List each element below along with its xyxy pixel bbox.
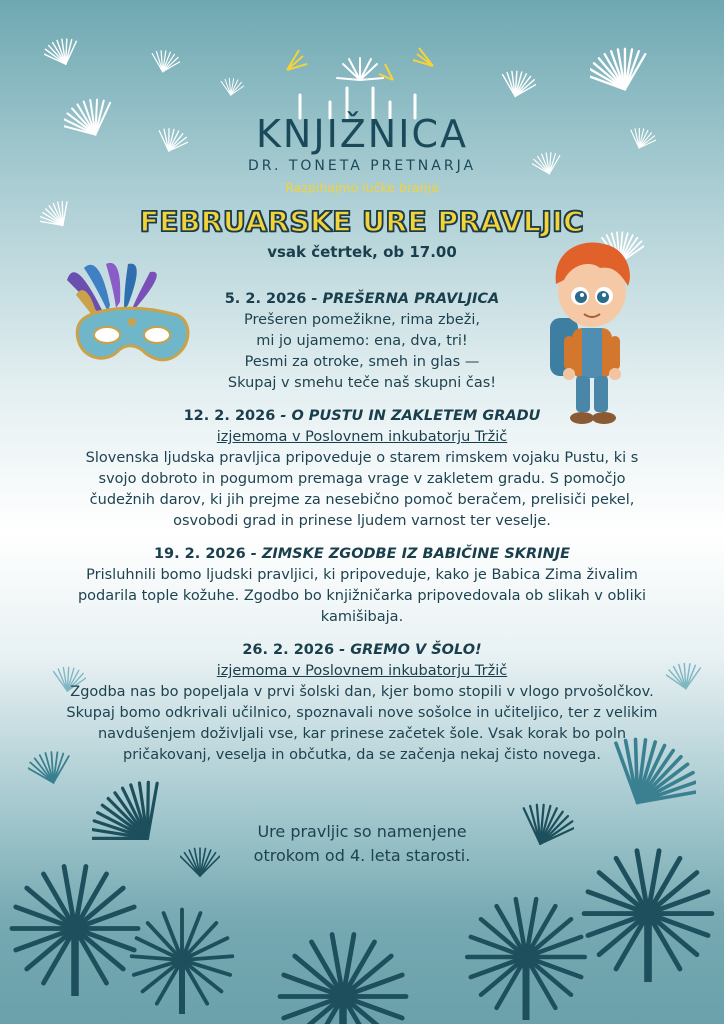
event-text-line: Skupaj bomo odkrivali učilnico, spoznavali nove sošolce in učiteljico, ter z velikim	[66, 705, 658, 721]
event-location: izjemoma v Poslovnem inkubatorju Tržič	[216, 663, 508, 679]
fan-icon	[220, 76, 244, 100]
event-heading	[0, 640, 724, 661]
event-text-line: podarila tople kožuhe. Zgodbo bo knjižničarka pripovedovala ob slikah v obliki	[77, 588, 647, 604]
event-text-line: Prisluhnili bomo ljudski pravljici, ki pripoveduje, kako je Babica Zima živalim	[86, 567, 638, 583]
library-subtitle: DR. TONETA PRETNARJA	[247, 158, 477, 174]
event-separator: -	[306, 291, 323, 307]
event-heading	[0, 289, 724, 310]
event-location: izjemoma v Poslovnem inkubatorju Tržič	[216, 429, 508, 445]
fan-icon	[44, 36, 80, 72]
event-text-line: Pesmi za otroke, smeh in glas —	[244, 354, 480, 370]
slogan: Razpihajmo lučke branja	[285, 180, 439, 195]
event-date: 5. 2. 2026	[224, 291, 307, 307]
footer-line: Ure pravljic so namenjene	[257, 822, 467, 841]
footer-note	[0, 820, 724, 868]
event-title: GREMO V ŠOLO!	[350, 642, 482, 658]
library-logo-icon	[285, 40, 435, 120]
event-text-line: mi jo ujamemo: ena, dva, tri!	[256, 333, 468, 349]
event-4	[0, 640, 724, 766]
event-title: O PUSTU IN ZAKLETEM GRADU	[291, 408, 541, 424]
library-name: KNJIŽNICA	[256, 112, 468, 156]
event-1	[0, 289, 724, 394]
event-separator: -	[275, 408, 292, 424]
fan-icon	[500, 68, 536, 104]
event-text-line: Zgodba nas bo popeljala v prvi šolski dan, kjer bomo stopili v vlogo prvošolčkov.	[70, 684, 654, 700]
event-date: 19. 2. 2026	[153, 546, 246, 562]
fan-icon	[122, 894, 242, 1014]
event-text-line: pričakovanj, veselja in občutka, da se začenja nekaj čisto novega.	[123, 747, 601, 763]
event-text-line: kamišibaja.	[320, 609, 404, 625]
event-title: ZIMSKE ZGODBE IZ BABIČINE SKRINJE	[261, 546, 571, 562]
event-3	[0, 544, 724, 628]
footer-line: otrokom od 4. leta starosti.	[253, 846, 471, 865]
event-text-line: Prešeren pomežikne, rima zbeži,	[244, 312, 480, 328]
fan-icon	[150, 48, 180, 78]
event-text-line: Slovenska ljudska pravljica pripoveduje o starem rimskem vojaku Pustu, ki s	[85, 450, 639, 466]
schedule-text: vsak četrtek, ob 17.00	[267, 243, 457, 261]
poster-title: FEBRUARSKE URE PRAVLJIC	[139, 205, 585, 238]
event-date: 12. 2. 2026	[183, 408, 276, 424]
event-date: 26. 2. 2026	[242, 642, 335, 658]
event-heading	[0, 544, 724, 565]
event-2	[0, 406, 724, 532]
fan-icon	[590, 44, 648, 102]
event-text-line: osvobodi grad in prinese ljudem varnost ter veselje.	[173, 513, 551, 529]
event-text-line: navdušenjem doživljali vse, kar prinese začetek šole. Vsak korak bo poln	[97, 726, 627, 742]
event-separator: -	[245, 546, 262, 562]
fan-icon	[268, 914, 418, 1024]
event-text-line: svojo dobroto in pogumom premaga vrage v zakletem gradu. S pomočjo	[98, 471, 626, 487]
event-text-line: Skupaj v smehu teče naš skupni čas!	[227, 375, 497, 391]
event-heading	[0, 406, 724, 427]
event-title: PREŠERNA PRAVLJICA	[322, 291, 500, 307]
event-separator: -	[334, 642, 351, 658]
event-text-line: čudežnih darov, ki jih prejme za nesebično pomoč beračem, prelisiči pekel,	[89, 492, 635, 508]
